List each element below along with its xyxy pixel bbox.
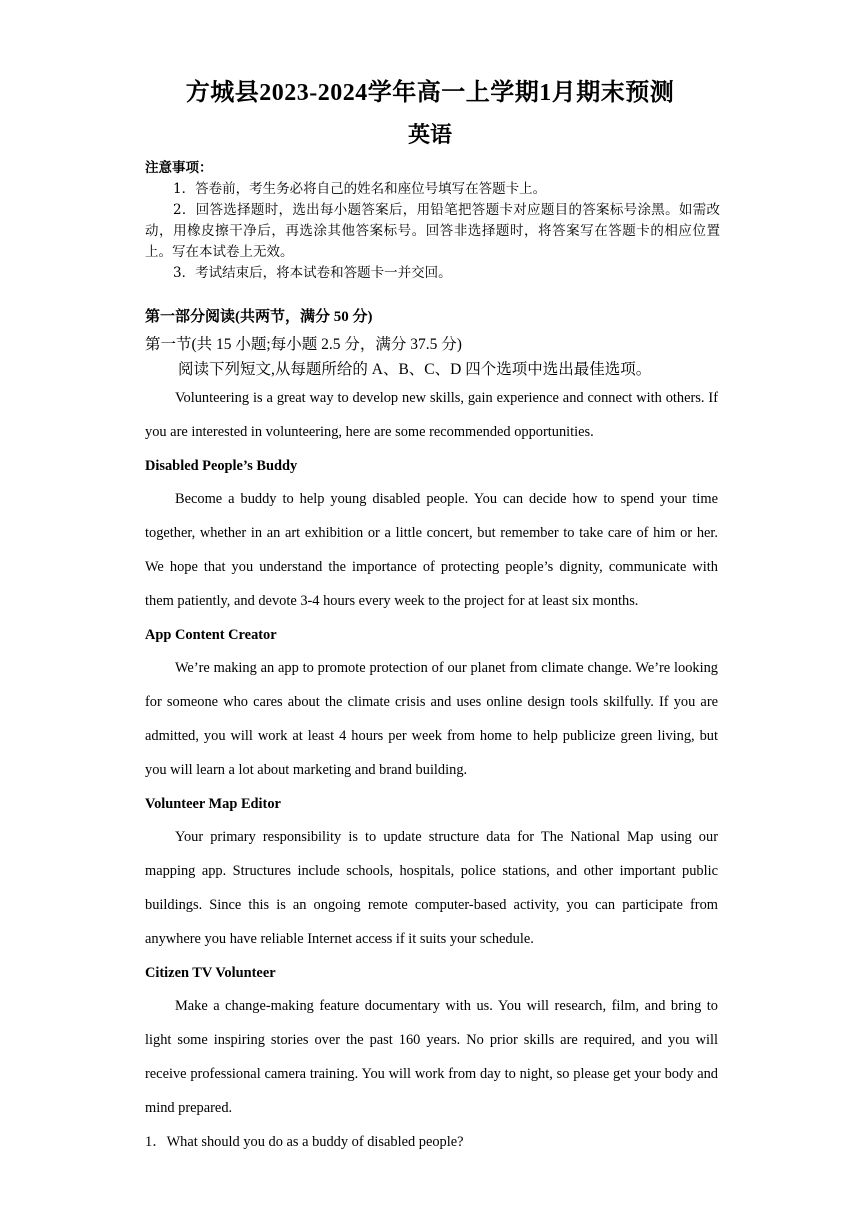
opportunity-title: App Content Creator [145, 626, 277, 643]
notes-heading: 注意事项： [145, 160, 213, 176]
opportunity-title: Citizen TV Volunteer [145, 964, 276, 981]
notes-item-2: 2．回答选择题时，选出每小题答案后，用铅笔把答题卡对应题目的答案标号涂黑。如需改动，用橡皮擦干净后，再选涂其他答案标号。回答非选择题时，将答案写在答题卡的相应位置上。写在本试卷上无效。 [145, 202, 720, 260]
notes-item-3: 3．考试结束后，将本试卷和答题卡一并交回。 [173, 265, 452, 281]
passage-intro: Volunteering is a great way to develop new skills, gain experience and connect with others. If you are interested in volunteering, here are some recommended opportunities. [145, 390, 718, 440]
section-instruction: 阅读下列短文,从每题所给的 A、B、C、D 四个选项中选出最佳选项。 [178, 361, 652, 378]
exam-subject: 英语 [407, 122, 452, 147]
exam-title: 方城县2023-2024学年高一上学期1月期末预测 [185, 80, 675, 106]
question-stem: 1．What should you do as a buddy of disabled people? [145, 1133, 464, 1150]
exam-notes [145, 158, 720, 284]
reading-passage [145, 382, 718, 1159]
opportunity-body: Your primary responsibility is to update structure data for The National Map using our mapping app. Structures include schools, hospitals, police stations, and other important public buildings. Since this is an ongoing remote computer-based activity, you can participate from anywhere you have reliable Internet access if it suits your schedule. [145, 829, 718, 947]
section-heading: 第一节(共 15 小题;每小题 2.5 分，满分 37.5 分) [145, 336, 462, 353]
opportunity-title: Volunteer Map Editor [145, 795, 281, 812]
notes-item-1: 1．答卷前，考生务必将自己的姓名和座位号填写在答题卡上。 [173, 181, 547, 197]
opportunity-body: We’re making an app to promote protection of our planet from climate change. We’re looking for someone who cares about the climate crisis and uses online design tools skilfully. If you are admitted, you will work at least 4 hours per week from home to help publicize green living, but you will learn a lot about marketing and brand building. [145, 660, 718, 778]
opportunity-body: Become a buddy to help young disabled people. You can decide how to spend your time together, whether in an art exhibition or a little concert, but remember to take care of him or her. We hope that you understand the importance of protecting people’s dignity, communicate with them patiently, and devote 3-4 hours every week to the project for at least six months. [145, 491, 718, 609]
part-heading: 第一部分阅读(共两节，满分 50 分) [145, 309, 373, 325]
opportunity-title: Disabled People’s Buddy [145, 457, 298, 474]
opportunity-body: Make a change-making feature documentary with us. You will research, film, and bring to light some inspiring stories over the past 160 years. No prior skills are required, and you will receive professional camera training. You will work from day to night, so please get your body and mind prepared. [145, 998, 718, 1116]
